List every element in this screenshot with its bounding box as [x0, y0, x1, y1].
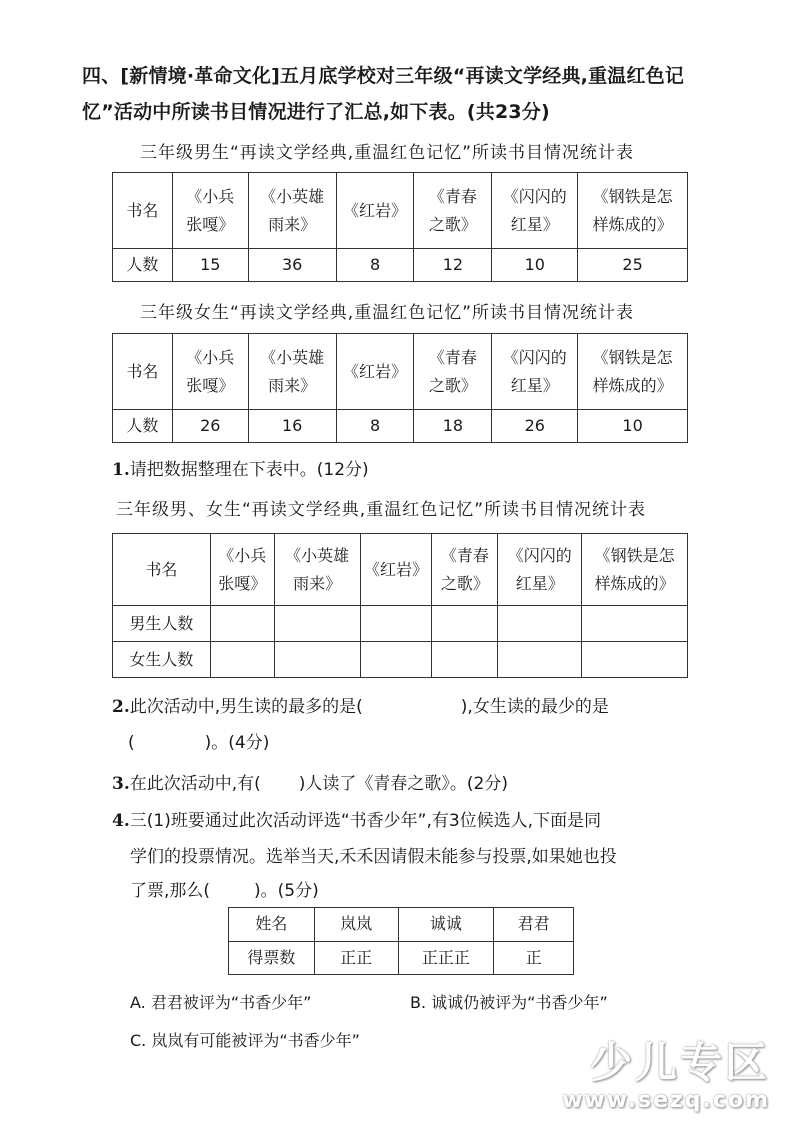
table-header-row	[113, 334, 688, 410]
count-cell: 26	[172, 410, 248, 443]
answer-cell[interactable]	[274, 642, 360, 678]
tally-marks: 正正	[314, 941, 398, 975]
answer-cell[interactable]	[210, 642, 274, 678]
book-cell: 《钢铁是怎 样炼成的》	[582, 534, 688, 606]
count-cell: 25	[578, 249, 688, 282]
question-1	[112, 453, 369, 487]
book-cell: 《小兵 张嘎》	[172, 334, 248, 410]
answer-cell[interactable]	[274, 606, 360, 642]
question-4: 4.三(1)班要通过此次活动评选“书香少年”,有3位候选人,下面是同	[112, 811, 602, 831]
book-cell: 《小兵 张嘎》	[172, 173, 248, 249]
book-cell: 《青春 之歌》	[432, 534, 498, 606]
answer-cell[interactable]	[210, 606, 274, 642]
book-cell: 《小英雄 雨来》	[248, 173, 336, 249]
book-cell: 《钢铁是怎 样炼成的》	[578, 334, 688, 410]
question-text: 请把数据整理在下表中。(12分)	[129, 460, 369, 480]
votes-label: 得票数	[229, 941, 315, 975]
count-cell: 10	[492, 249, 578, 282]
girls-reading-table	[112, 333, 688, 443]
answer-cell[interactable]	[498, 606, 582, 642]
book-cell: 《青春 之歌》	[414, 334, 492, 410]
name-label: 姓名	[229, 908, 315, 942]
question-2: 2.此次活动中,男生读的最多的是( ),女生读的最少的是	[112, 697, 609, 717]
boys-count-label: 男生人数	[113, 606, 211, 642]
book-cell: 《闪闪的 红星》	[492, 173, 578, 249]
question-number: 4.	[112, 811, 130, 831]
watermark	[562, 1030, 770, 1113]
count-cell: 12	[414, 249, 492, 282]
candidate-name: 岚岚	[314, 908, 398, 942]
count-cell: 18	[414, 410, 492, 443]
table-row	[113, 642, 688, 678]
book-cell: 《红岩》	[336, 334, 414, 410]
girls-count-label: 女生人数	[113, 642, 211, 678]
boys-table-caption: 三年级男生“再读文学经典,重温红色记忆”所读书目情况统计表	[140, 143, 635, 163]
answer-cell[interactable]	[432, 642, 498, 678]
answer-cell[interactable]	[360, 606, 432, 642]
book-cell: 《红岩》	[360, 534, 432, 606]
candidate-name: 君君	[494, 908, 574, 942]
count-cell: 10	[578, 410, 688, 443]
book-cell: 《钢铁是怎 样炼成的》	[578, 173, 688, 249]
book-name-header: 书名	[113, 173, 173, 249]
option-c[interactable]: C. 岚岚有可能被评为“书香少年”	[130, 1031, 360, 1050]
table-row	[113, 606, 688, 642]
question-2-continued: ( )。(4分)	[128, 733, 270, 753]
question-number: 1.	[112, 460, 130, 480]
candidate-name: 诚诚	[398, 908, 494, 942]
watermark-url: www.sezq.com	[562, 1088, 770, 1113]
book-cell: 《闪闪的 红星》	[498, 534, 582, 606]
count-cell: 16	[248, 410, 336, 443]
tally-marks: 正	[494, 941, 574, 975]
count-row-label: 人数	[113, 410, 173, 443]
question-number: 3.	[112, 774, 130, 794]
answer-cell[interactable]	[582, 606, 688, 642]
option-b[interactable]: B. 诚诚仍被评为“书香少年”	[410, 993, 608, 1012]
combined-reading-table	[112, 533, 688, 678]
count-cell: 26	[492, 410, 578, 443]
book-cell: 《闪闪的 红星》	[492, 334, 578, 410]
book-name-header: 书名	[113, 334, 173, 410]
combined-table-caption: 三年级男、女生“再读文学经典,重温红色记忆”所读书目情况统计表	[116, 500, 647, 520]
watermark-title: 少儿专区	[589, 1038, 770, 1087]
answer-cell[interactable]	[582, 642, 688, 678]
count-cell: 8	[336, 249, 414, 282]
boys-reading-table	[112, 172, 688, 282]
question-4-line-3: 了票,那么( )。(5分)	[130, 881, 319, 901]
count-cell: 15	[172, 249, 248, 282]
book-cell: 《小英雄 雨来》	[274, 534, 360, 606]
book-cell: 《青春 之歌》	[414, 173, 492, 249]
option-a[interactable]: A. 君君被评为“书香少年”	[130, 993, 312, 1012]
table-header-row	[113, 173, 688, 249]
table-row	[113, 410, 688, 443]
girls-table-caption: 三年级女生“再读文学经典,重温红色记忆”所读书目情况统计表	[140, 303, 635, 323]
question-4-line-2: 学们的投票情况。选举当天,禾禾因请假未能参与投票,如果她也投	[130, 847, 617, 867]
table-row	[113, 249, 688, 282]
count-row-label: 人数	[113, 249, 173, 282]
answer-cell[interactable]	[360, 642, 432, 678]
book-cell: 《小兵 张嘎》	[210, 534, 274, 606]
book-cell: 《小英雄 雨来》	[248, 334, 336, 410]
table-row	[229, 941, 574, 975]
count-cell: 8	[336, 410, 414, 443]
question-number: 2.	[112, 697, 130, 717]
question-3: 3.在此次活动中,有( )人读了《青春之歌》。(2分)	[112, 774, 509, 794]
book-cell: 《红岩》	[336, 173, 414, 249]
answer-cell[interactable]	[498, 642, 582, 678]
vote-table	[228, 907, 574, 975]
tally-marks: 正正正	[398, 941, 494, 975]
book-name-header: 书名	[113, 534, 211, 606]
answer-cell[interactable]	[432, 606, 498, 642]
table-row	[229, 908, 574, 942]
count-cell: 36	[248, 249, 336, 282]
table-header-row	[113, 534, 688, 606]
section-title: 四、[新情境·革命文化]五月底学校对三年级“再读文学经典,重温红色记忆”活动中所读书目情况进行了汇总,如下表。(共23分)	[82, 65, 685, 123]
